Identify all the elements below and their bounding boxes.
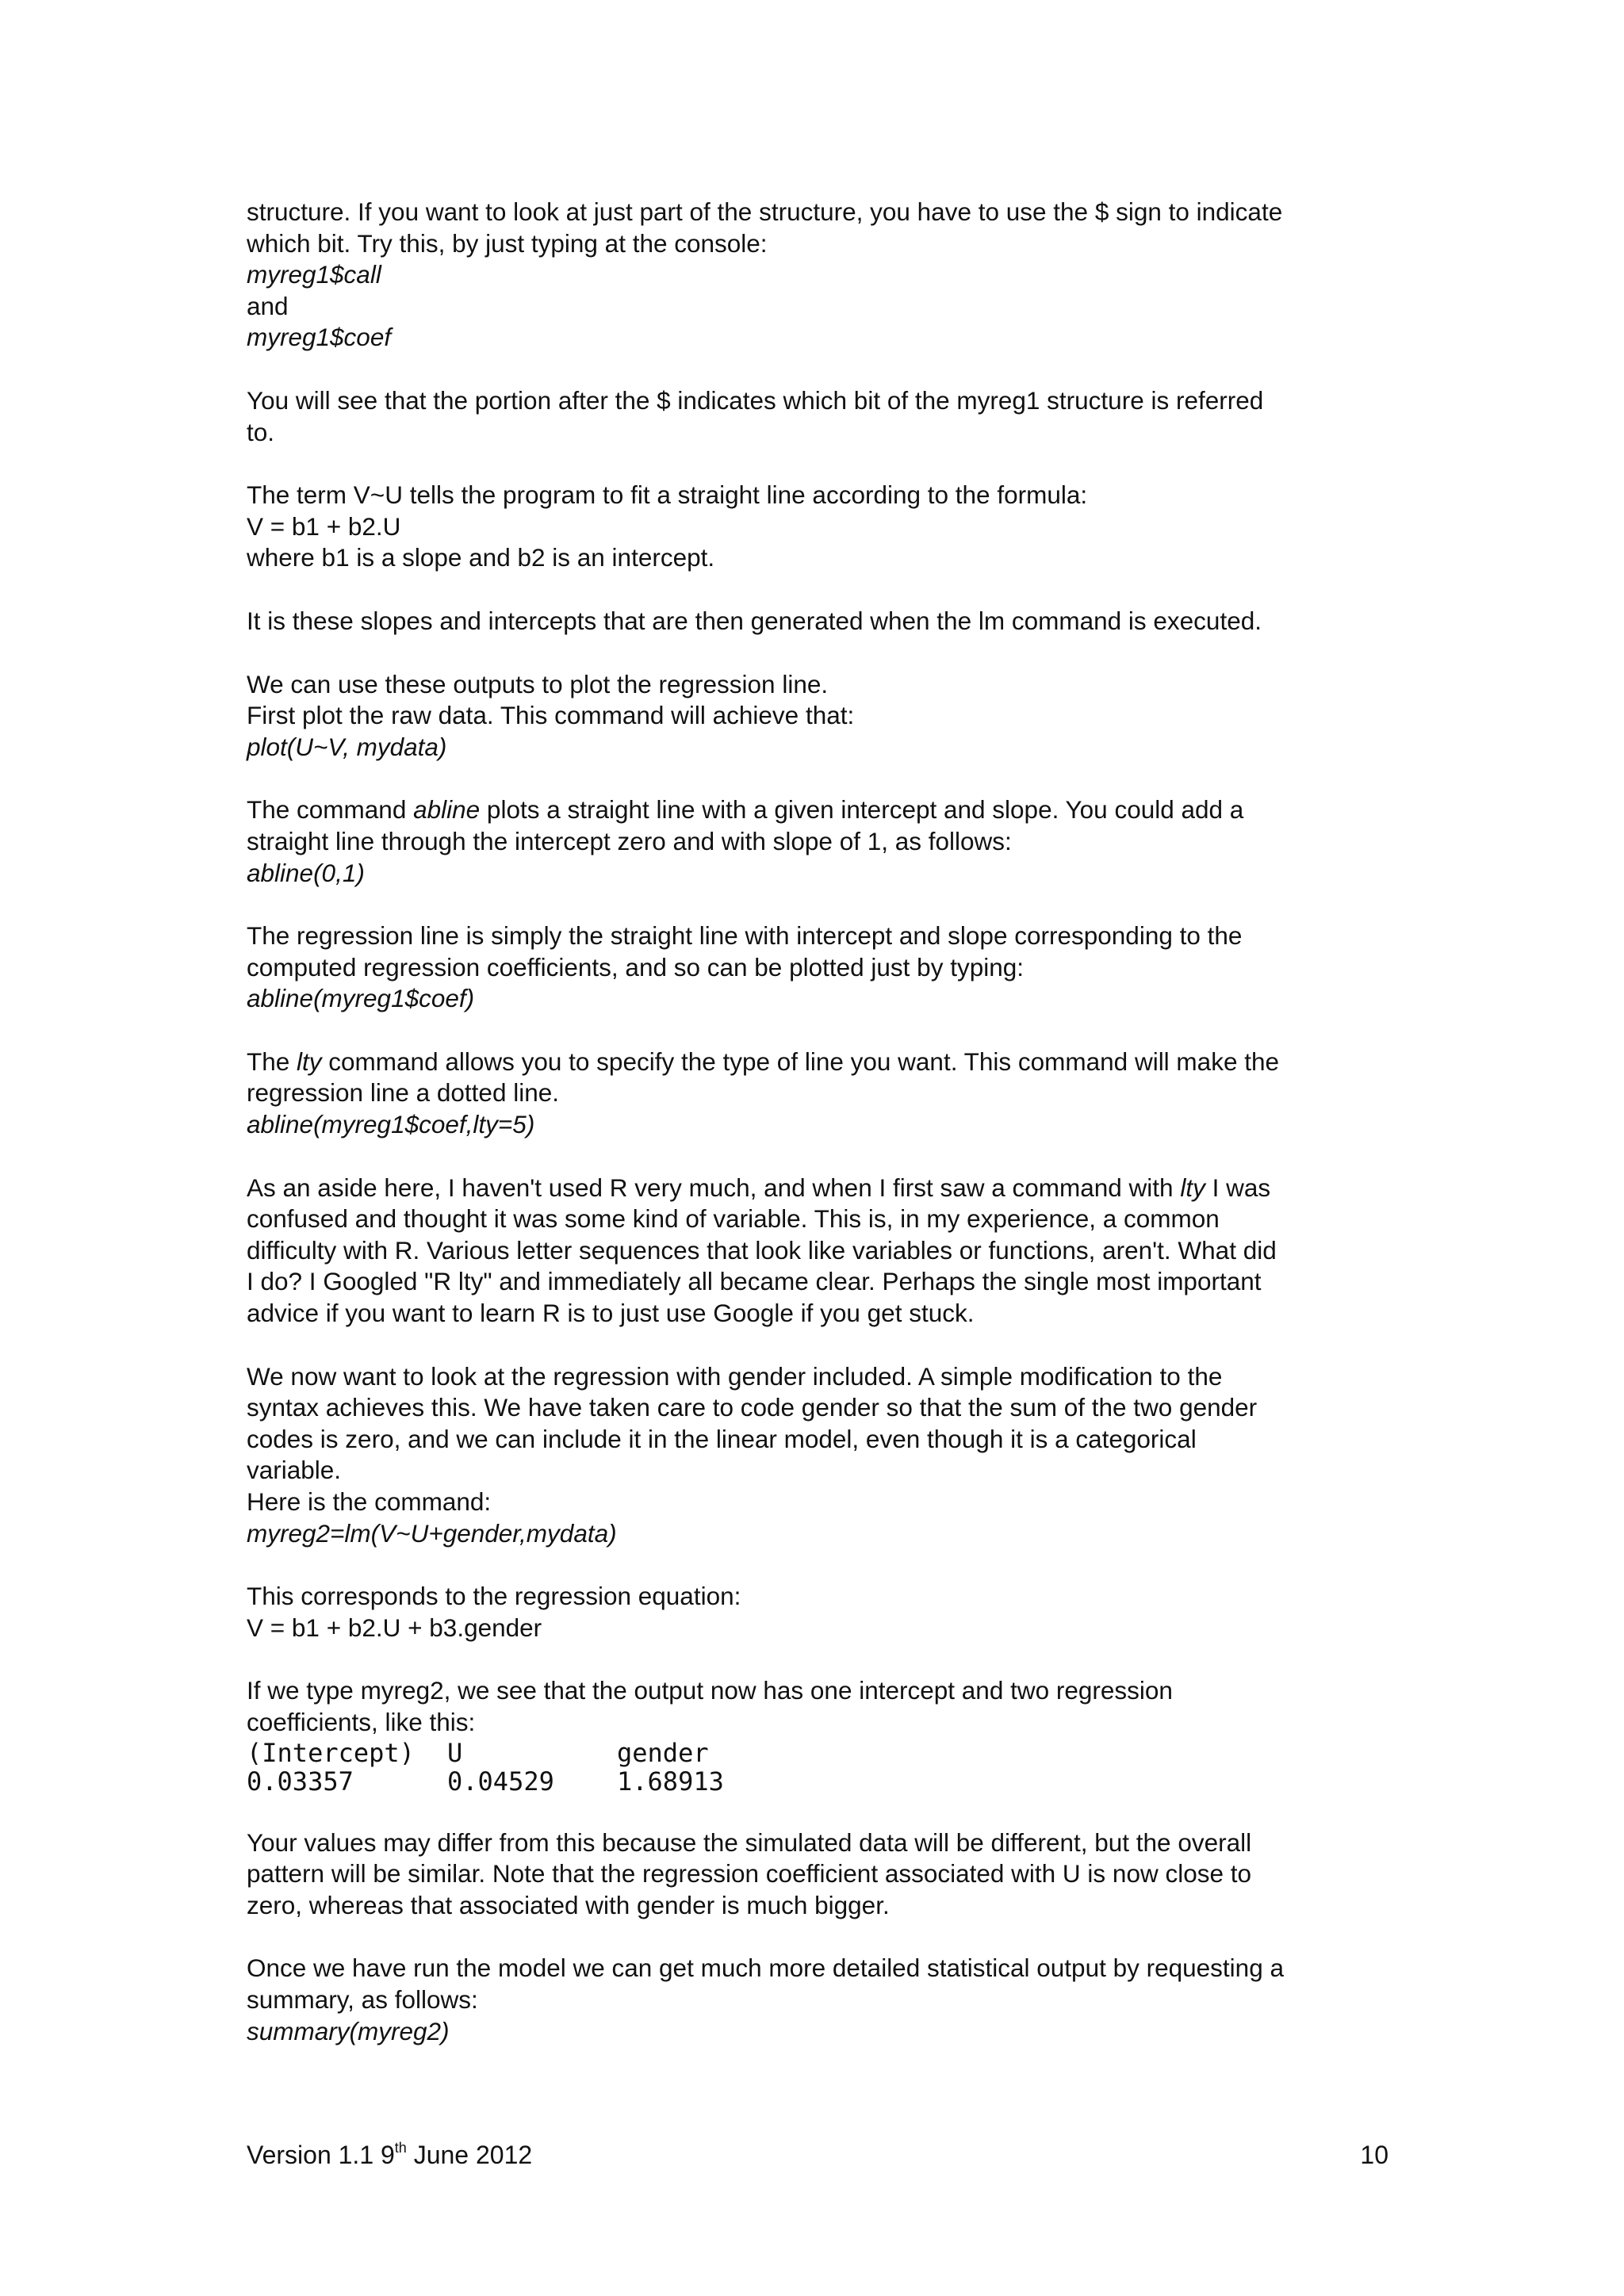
- body-text: and: [247, 291, 289, 320]
- body-text: You will see that the portion after the $ indicates which bit of the myreg1 structure is referred: [247, 385, 1264, 415]
- code-snippet: myreg1$coef: [247, 323, 392, 352]
- paragraph-gap: [247, 354, 1388, 385]
- body-text: straight line through the intercept zero and with slope of 1, as follows:: [247, 826, 1012, 855]
- paragraph-gap: [247, 1141, 1388, 1173]
- body-text: I do? I Googled "R lty" and immediately all became clear. Perhaps the single most important: [247, 1267, 1262, 1296]
- version-label: [247, 2139, 532, 2171]
- body-text: We can use these outputs to plot the regression line.: [247, 669, 829, 698]
- paragraph-gap: [247, 637, 1388, 669]
- body-text: where b1 is a slope and b2 is an intercept.: [247, 543, 715, 572]
- coefficient-value: 1.68913: [617, 1766, 724, 1797]
- body-text: [247, 1173, 1388, 1204]
- body-text: This corresponds to the regression equation:: [247, 1582, 741, 1611]
- text-run: As an aside here, I haven't used R very much, and when I first saw a command with: [247, 1173, 1181, 1202]
- paragraph-gap: [247, 1015, 1388, 1047]
- code-snippet: abline(myreg1$coef,lty=5): [247, 1110, 535, 1139]
- body-text: Once we have run the model we can get much more detailed statistical output by requesting a: [247, 1954, 1284, 1983]
- body-text: Here is the command:: [247, 1487, 492, 1516]
- coefficient-table: [247, 1739, 1388, 1796]
- body-text: [247, 794, 1388, 826]
- text-run: I was: [1205, 1173, 1271, 1202]
- body-text: Your values may differ from this because the simulated data will be different, but the overall: [247, 1827, 1252, 1857]
- coefficient-header: U: [447, 1737, 463, 1768]
- inline-code-term: abline: [413, 795, 481, 825]
- page-footer: [247, 2139, 1388, 2171]
- body-text: First plot the raw data. This command will achieve that:: [247, 701, 855, 730]
- body-text: We now want to look at the regression with gender included. A simple modification to the: [247, 1361, 1223, 1391]
- body-text: which bit. Try this, by just typing at the console:: [247, 228, 768, 258]
- coefficient-value: 0.03357: [247, 1766, 354, 1797]
- body-text: It is these slopes and intercepts that are then generated when the lm command is executed.: [247, 606, 1262, 635]
- code-snippet: plot(U~V, mydata): [247, 732, 447, 761]
- paragraph-gap: [247, 1644, 1388, 1675]
- body-text: The term V~U tells the program to fit a straight line according to the formula:: [247, 480, 1088, 510]
- paragraph-gap: [247, 1796, 1388, 1827]
- version-text: Version 1.1 9: [247, 2141, 395, 2169]
- paragraph-gap: [247, 1549, 1388, 1581]
- code-snippet: summary(myreg2): [247, 2016, 450, 2045]
- body-text: [247, 1047, 1388, 1078]
- text-run: plots a straight line with a given intercept and slope. You could add a: [480, 795, 1244, 825]
- body-text: advice if you want to learn R is to just use Google if you get stuck.: [247, 1299, 975, 1328]
- paragraph-gap: [247, 1330, 1388, 1361]
- body-text: codes is zero, and we can include it in the linear model, even though it is a categorical: [247, 1424, 1197, 1453]
- paragraph-gap: [247, 889, 1388, 920]
- body-text: zero, whereas that associated with gender is much bigger.: [247, 1890, 890, 1919]
- body-text: confused and thought it was some kind of variable. This is, in my experience, a common: [247, 1204, 1220, 1234]
- coefficient-header: gender: [617, 1737, 709, 1768]
- body-text: computed regression coefficients, and so can be plotted just by typing:: [247, 952, 1025, 982]
- body-text: difficulty with R. Various letter sequences that look like variables or functions, aren't. What did: [247, 1235, 1277, 1265]
- body-text: summary, as follows:: [247, 1984, 478, 2014]
- formula-text: V = b1 + b2.U + b3.gender: [247, 1613, 542, 1642]
- paragraph-gap: [247, 574, 1388, 606]
- body-text: pattern will be similar. Note that the regression coefficient associated with U is now close to: [247, 1859, 1252, 1888]
- body-text: coefficients, like this:: [247, 1707, 476, 1736]
- body-text: to.: [247, 417, 275, 446]
- body-text: If we type myreg2, we see that the output now has one intercept and two regression: [247, 1676, 1173, 1705]
- code-snippet: myreg1$call: [247, 260, 381, 289]
- body-text: regression line a dotted line.: [247, 1078, 559, 1108]
- text-run: command allows you to specify the type of line you want. This command will make the: [321, 1047, 1280, 1076]
- coefficient-header-row: [247, 1739, 1388, 1767]
- code-snippet: abline(myreg1$coef): [247, 984, 475, 1013]
- ordinal-suffix: th: [394, 2140, 407, 2156]
- version-date: June 2012: [406, 2141, 533, 2169]
- body-text: structure. If you want to look at just part of the structure, you have to use the $ sign to indicate: [247, 197, 1283, 226]
- document-body: [247, 197, 1388, 2047]
- inline-code-term: lty: [1180, 1173, 1205, 1202]
- code-snippet: myreg2=lm(V~U+gender,mydata): [247, 1518, 617, 1548]
- body-text: The regression line is simply the straight line with intercept and slope corresponding to the: [247, 921, 1243, 951]
- coefficient-value: 0.04529: [447, 1766, 554, 1797]
- text-run: The command: [247, 795, 414, 825]
- page-number: 10: [1360, 2141, 1388, 2169]
- body-text: variable.: [247, 1456, 342, 1485]
- paragraph-gap: [247, 1921, 1388, 1953]
- body-text: syntax achieves this. We have taken care to code gender so that the sum of the two gender: [247, 1393, 1258, 1422]
- text-run: The: [247, 1047, 297, 1076]
- code-snippet: abline(0,1): [247, 858, 365, 887]
- paragraph-gap: [247, 448, 1388, 480]
- coefficient-header: (Intercept): [247, 1737, 415, 1768]
- paragraph-gap: [247, 763, 1388, 794]
- coefficient-value-row: [247, 1767, 1388, 1796]
- formula-text: V = b1 + b2.U: [247, 511, 401, 541]
- inline-code-term: lty: [297, 1047, 322, 1076]
